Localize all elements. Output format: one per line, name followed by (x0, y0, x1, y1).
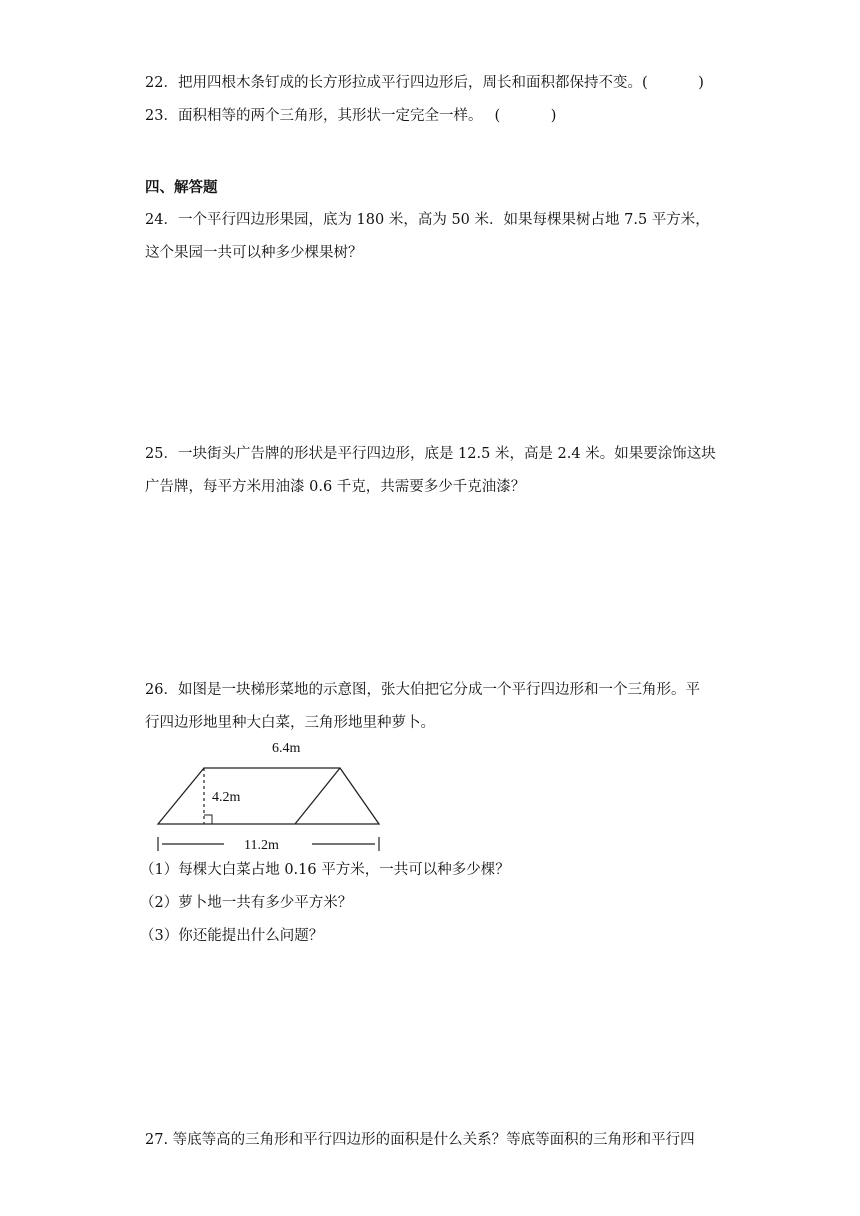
question-26-sub-3: （3）你还能提出什么问题？ (140, 928, 324, 944)
trapezoid-outline (158, 768, 379, 824)
question-25-line-2: 广告牌，每平方米用油漆 0.6 千克，共需要多少千克油漆？ (145, 479, 526, 495)
trapezoid-figure (150, 738, 390, 856)
question-26-sub-1: （1）每棵大白菜占地 0.16 平方米，一共可以种多少棵？ (140, 862, 510, 878)
divider-line (295, 768, 340, 824)
question-26-line-1: 26．如图是一块梯形菜地的示意图，张大伯把它分成一个平行四边形和一个三角形。平 (145, 682, 700, 698)
question-26-sub-2: （2）萝卜地一共有多少平方米？ (140, 895, 353, 911)
bottom-base-label: 11.2m (244, 838, 279, 853)
height-label: 4.2m (212, 790, 241, 805)
answer-blank-22[interactable]: ( ) (641, 75, 704, 91)
question-23 (145, 106, 556, 126)
question-22-text: 22．把用四根木条钉成的长方形拉成平行四边形后，周长和面积都保持不变。 (145, 75, 642, 91)
top-base-label: 6.4m (272, 741, 301, 756)
right-angle-mark (204, 815, 212, 824)
question-22 (145, 73, 704, 93)
section-title: 四、解答题 (145, 180, 218, 196)
question-26-line-2: 行四边形地里种大白菜，三角形地里种萝卜。 (145, 715, 435, 731)
question-23-text: 23．面积相等的两个三角形，其形状一定完全一样。 (145, 108, 483, 124)
question-25-line-1: 25．一块街头广告牌的形状是平行四边形，底是 12.5 米，高是 2.4 米。如果要涂饰这块 (145, 446, 716, 462)
question-24-line-1: 24．一个平行四边形果园，底为 180 米，高为 50 米．如果每棵果树占地 7.5 平方米， (145, 212, 710, 228)
question-24-line-2: 这个果园一共可以种多少棵果树？ (145, 245, 363, 261)
question-27-line-1: 27. 等底等高的三角形和平行四边形的面积是什么关系？等底等面积的三角形和平行四 (145, 1132, 695, 1148)
answer-blank-23[interactable]: ( ) (494, 108, 557, 124)
